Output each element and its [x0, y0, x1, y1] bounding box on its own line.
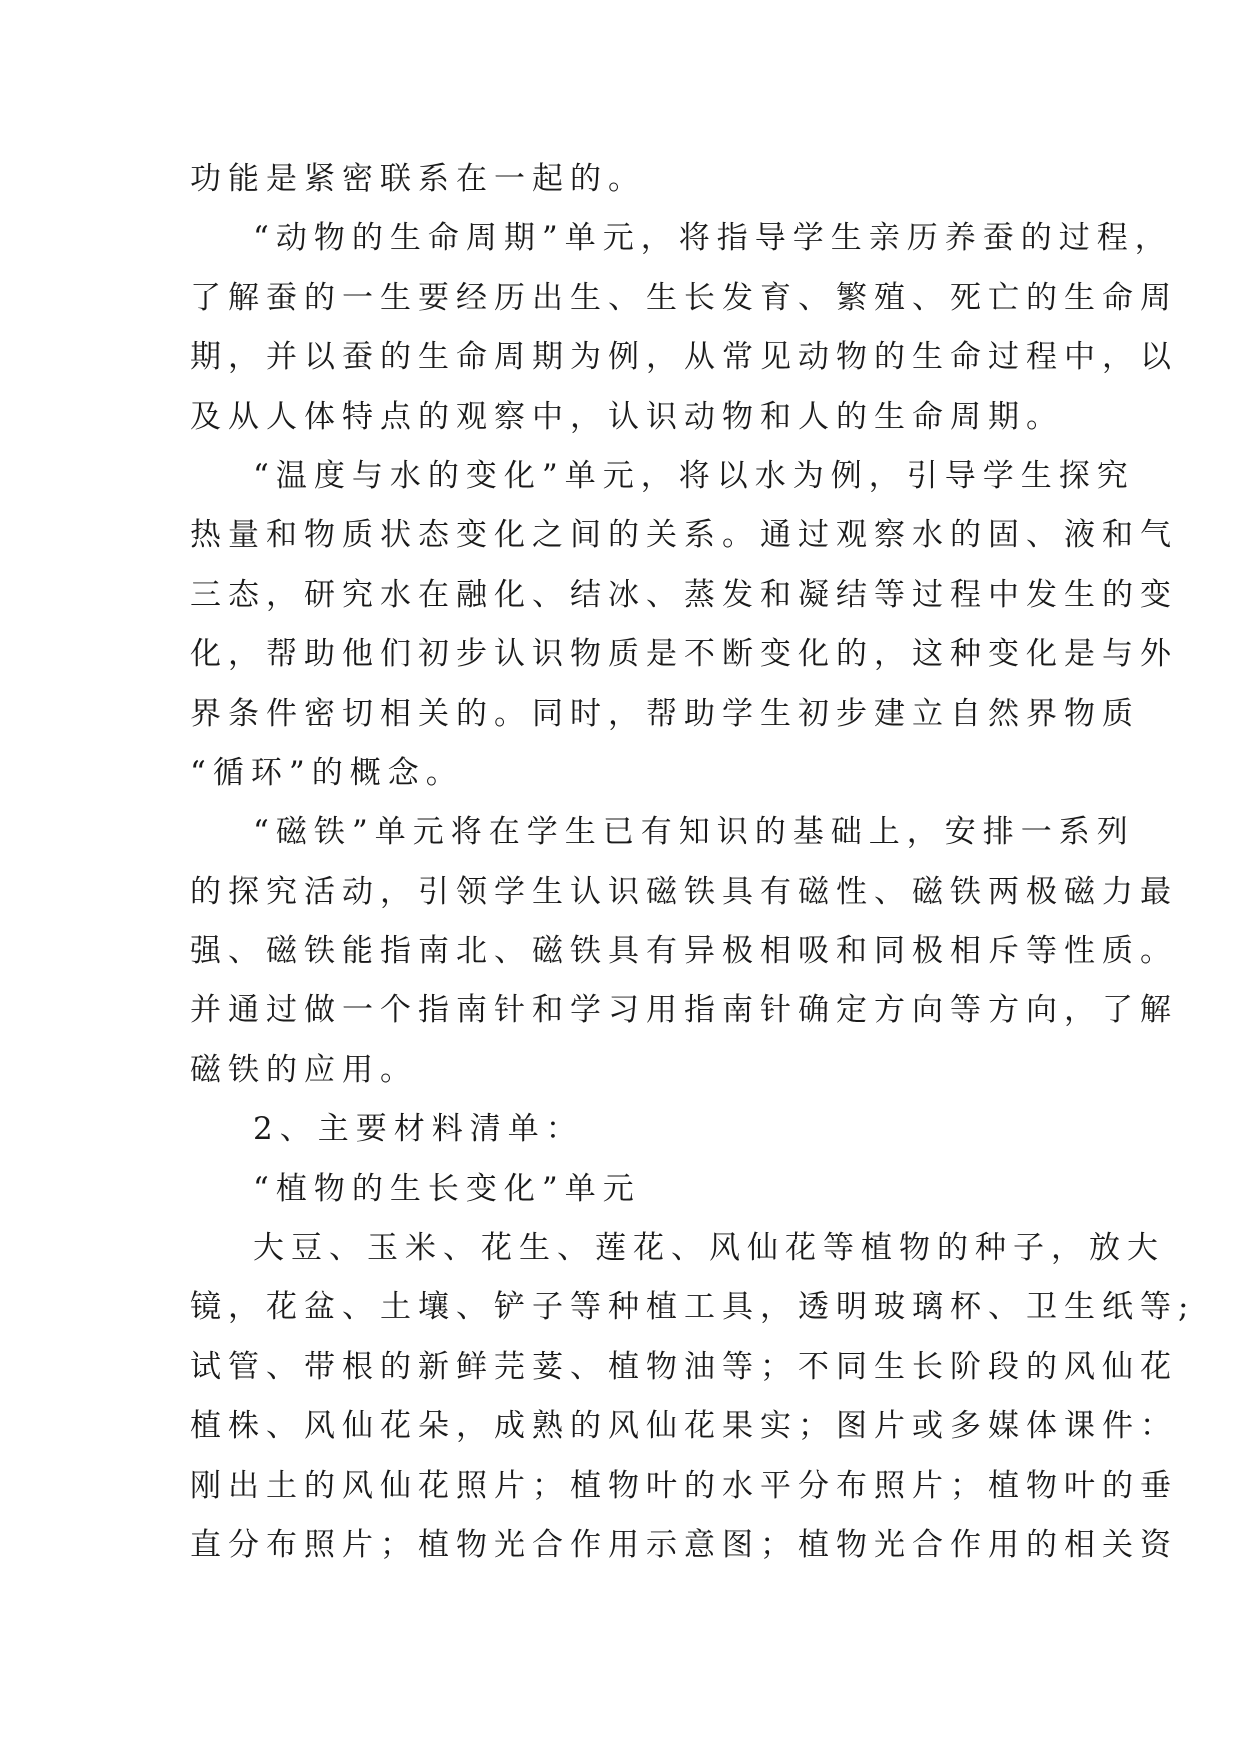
text-line: 直分布照片；植物光合作用示意图；植物光合作用的相关资: [190, 1526, 1178, 1563]
text-line: 化，帮助他们初步认识物质是不断变化的，这种变化是与外: [190, 636, 1178, 673]
text-line: “循环”的概念。: [190, 754, 464, 791]
body-text: [190, 150, 1196, 1575]
text-line: 了解蚕的一生要经历出生、生长发育、繁殖、死亡的生命周: [190, 279, 1178, 316]
text-line: 界条件密切相关的。同时，帮助学生初步建立自然界物质: [190, 695, 1140, 732]
text-line: 功能是紧密联系在一起的。: [190, 161, 646, 197]
text-line: 大豆、玉米、花生、莲花、风仙花等植物的种子，放大: [253, 1230, 1165, 1267]
text-line: 并通过做一个指南针和学习用指南针确定方向等方向，了解: [190, 992, 1178, 1029]
section-heading: 2、主要材料清单：: [253, 1111, 584, 1148]
text-line: 的探究活动，引领学生认识磁铁具有磁性、磁铁两极磁力最: [190, 873, 1178, 910]
subsection-heading: “植物的生长变化”单元: [253, 1170, 641, 1207]
text-line: 磁铁的应用。: [190, 1051, 418, 1088]
text-line: 及从人体特点的观察中，认识动物和人的生命周期。: [190, 398, 1064, 435]
text-line: 试管、带根的新鲜芫荽、植物油等；不同生长阶段的风仙花: [190, 1348, 1178, 1385]
text-line: “温度与水的变化”单元，将以水为例，引导学生探究: [253, 457, 1135, 494]
text-line: 热量和物质状态变化之间的关系。通过观察水的固、液和气: [190, 517, 1178, 554]
text-line: 三态，研究水在融化、结冰、蒸发和凝结等过程中发生的变: [190, 576, 1178, 613]
text-line: “磁铁”单元将在学生已有知识的基础上，安排一系列: [253, 814, 1135, 851]
text-line: 刚出土的风仙花照片；植物叶的水平分布照片；植物叶的垂: [190, 1467, 1178, 1504]
text-line: 镜，花盆、土壤、铲子等种植工具，透明玻璃杯、卫生纸等;: [190, 1289, 1196, 1326]
text-line: 植株、风仙花朵，成熟的风仙花果实；图片或多媒体课件：: [190, 1408, 1178, 1445]
text-line: “动物的生命周期”单元，将指导学生亲历养蚕的过程，: [253, 220, 1173, 257]
text-line: 强、磁铁能指南北、磁铁具有异极相吸和同极相斥等性质。: [190, 933, 1178, 970]
text-line: 期，并以蚕的生命周期为例，从常见动物的生命过程中，以: [190, 339, 1178, 376]
